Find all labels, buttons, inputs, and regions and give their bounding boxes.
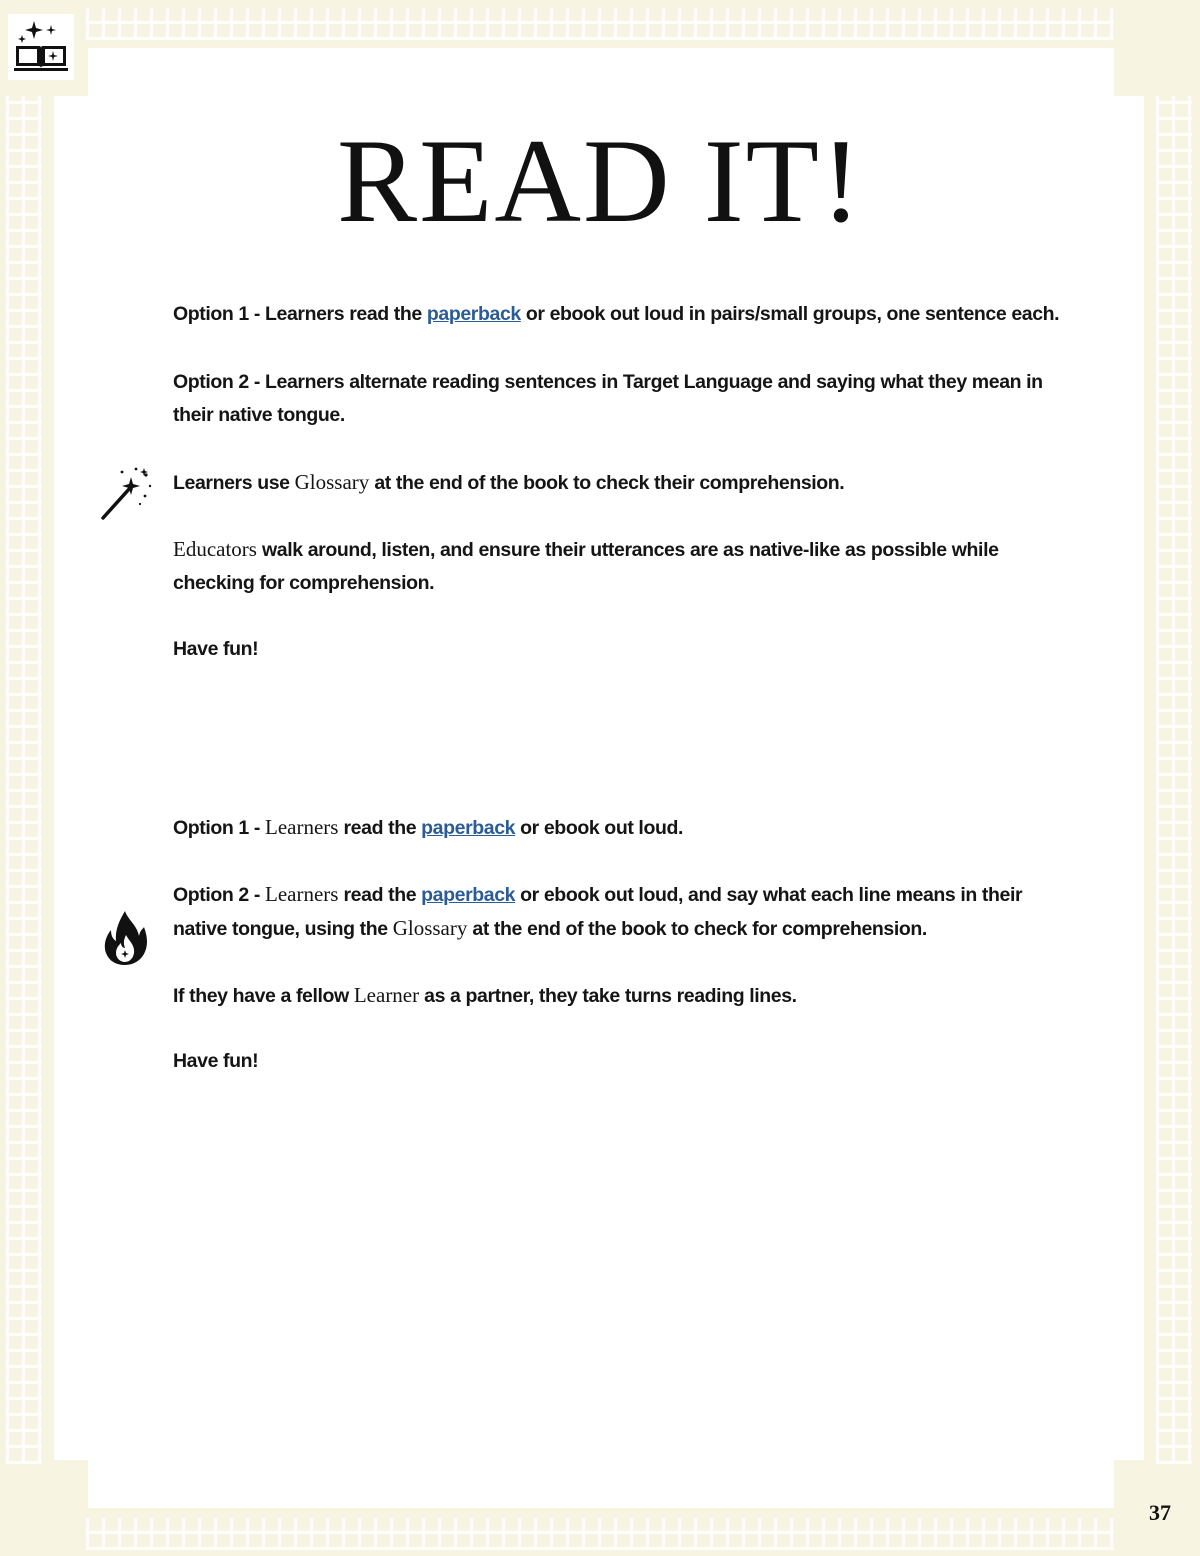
learner-term: Learner <box>353 983 420 1007</box>
learners-term: Learners <box>265 882 339 906</box>
glossary-term: Glossary <box>392 916 468 940</box>
paperback-link[interactable]: paperback <box>421 884 516 906</box>
flame-icon <box>104 910 148 966</box>
paperback-link[interactable]: paperback <box>421 817 516 839</box>
page-corner-top-right <box>1114 48 1148 96</box>
section1-option1-rest: or ebook out loud in pairs/small groups, one sentence each. <box>520 303 1060 325</box>
section1-glossary-lead: Learners use <box>173 472 295 494</box>
glossary-term: Glossary <box>294 470 370 494</box>
section1-glossary-rest: at the end of the book to check their comprehension. <box>369 472 845 494</box>
page-title: READ IT! <box>337 114 863 247</box>
section2-option1-rest: or ebook out loud. <box>515 817 684 839</box>
magic-wand-icon <box>100 466 154 522</box>
educators-term: Educators <box>173 537 257 561</box>
section1-educators-note <box>173 533 1073 600</box>
section2-option1-label: Option 1 - <box>173 817 266 839</box>
section1-option2: Option 2 - Learners alternate reading sentences in Target Language and saying what they mean in their native tongue. <box>173 371 1043 426</box>
section2-option1 <box>173 811 1073 845</box>
section2-partner-lead: If they have a fellow <box>173 985 354 1007</box>
logo <box>8 14 74 80</box>
section2-option2-rest2: at the end of the book to check for comprehension. <box>467 918 927 940</box>
page-number: 37 <box>1149 1500 1171 1525</box>
page-content-area <box>54 48 1144 1508</box>
section2-option2-label: Option 2 - <box>173 884 266 906</box>
section2-option2-rest: or ebook out loud, and say what each line means in their native tongue, using the <box>173 884 1023 940</box>
section1-educators-rest: walk around, listen, and ensure their utterances are as native-like as possible while checking for comprehension. <box>173 539 999 594</box>
section1-glossary-note <box>173 466 1073 500</box>
paperback-link[interactable]: paperback <box>426 303 521 325</box>
page-corner-bottom-left <box>54 1460 88 1508</box>
section2-option2 <box>173 878 1073 946</box>
section2-option2-mid: read the <box>338 884 422 906</box>
book-sparkles-icon <box>12 18 70 76</box>
section2-partner-rest: as a partner, they take turns reading lines. <box>419 985 797 1007</box>
section2-partner-note <box>173 979 1073 1013</box>
section1-option1-text: Option 1 - Learners read the <box>173 303 427 325</box>
border-pattern-left <box>6 96 42 1464</box>
border-pattern-bottom <box>86 1518 1114 1550</box>
border-pattern-top <box>86 8 1114 40</box>
learners-term: Learners <box>265 815 339 839</box>
section1-have-fun: Have fun! <box>173 638 259 660</box>
section1-option1 <box>173 298 1073 331</box>
section2-have-fun: Have fun! <box>173 1050 259 1072</box>
border-pattern-right <box>1156 96 1192 1464</box>
section2-option1-mid: read the <box>338 817 422 839</box>
